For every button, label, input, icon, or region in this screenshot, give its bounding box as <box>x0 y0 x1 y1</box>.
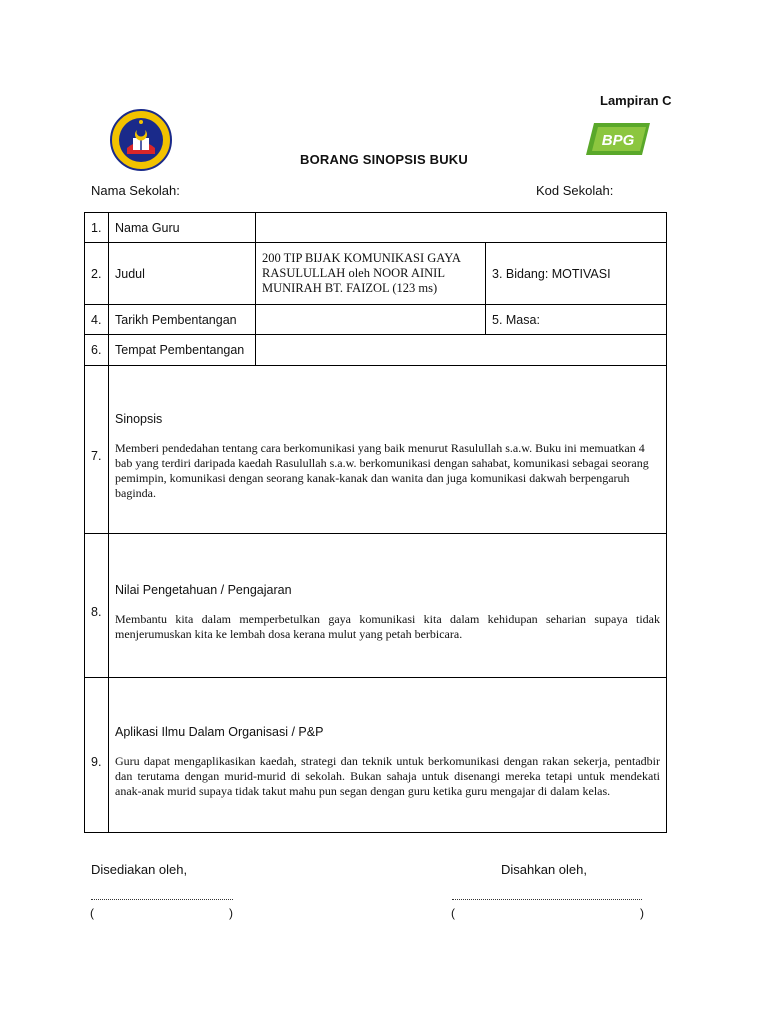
presentation-date-field[interactable] <box>256 305 486 335</box>
knowledge-value-cell <box>109 534 667 678</box>
application-text: Guru dapat mengaplikasikan kaedah, strategi dan teknik untuk berkomunikasi dengan rakan sekerja, pentadbir dan terutama dengan murid-murid di sekolah. Bukan sahaja untuk disenangi mereka tetapi untuk mendekati anak-anak murid supaya tidak takut mahu pun segan dengan guru ketika guru mengajar di dalam kelas. <box>115 753 660 798</box>
row-number <box>85 534 109 678</box>
teacher-name-label: Nama Guru <box>109 213 256 243</box>
table-row <box>85 213 667 243</box>
row-number: 1. <box>85 213 109 243</box>
presentation-place-field[interactable] <box>256 335 667 366</box>
title-label: Judul <box>109 243 256 305</box>
school-name-label: Nama Sekolah: <box>91 183 180 198</box>
approved-by-label: Disahkan oleh, <box>501 862 587 877</box>
row-number-text: 7. <box>91 449 102 463</box>
teacher-name-field[interactable] <box>256 213 667 243</box>
book-title-value[interactable]: 200 TIP BIJAK KOMUNIKASI GAYA RASULULLAH oleh NOOR AINIL MUNIRAH BT. FAIZOL (123 ms) <box>256 243 486 305</box>
table-row <box>85 534 667 678</box>
prepared-name-paren-close: ) <box>229 906 233 920</box>
approved-signature-line[interactable] <box>452 891 642 900</box>
table-row <box>85 366 667 534</box>
synopsis-heading: Sinopsis <box>115 411 163 426</box>
prepared-signature-line[interactable] <box>91 891 233 900</box>
form-title: BORANG SINOPSIS BUKU <box>300 152 468 167</box>
synopsis-cell <box>109 366 667 534</box>
appendix-label: Lampiran C <box>600 93 672 108</box>
field-label: 3. Bidang: MOTIVASI <box>486 243 667 305</box>
row-number <box>85 678 109 833</box>
table-row <box>85 678 667 833</box>
approved-name-paren-close: ) <box>640 906 644 920</box>
synopsis-form-table <box>84 212 667 833</box>
row-number: 4. <box>85 305 109 335</box>
bpg-logo-text: BPG <box>601 132 635 149</box>
knowledge-value-heading: Nilai Pengetahuan / Pengajaran <box>115 582 292 597</box>
row-number-text: 9. <box>91 754 102 769</box>
presentation-place-label: Tempat Pembentangan <box>109 335 256 366</box>
time-label: 5. Masa: <box>486 305 667 335</box>
row-number-text: 8. <box>91 605 102 619</box>
prepared-name-paren-open: ( <box>90 906 94 920</box>
application-cell <box>109 678 667 833</box>
application-heading: Aplikasi Ilmu Dalam Organisasi / P&P <box>115 724 324 739</box>
knowledge-value-text: Membantu kita dalam memperbetulkan gaya komunikasi kita dalam kehidupan seharian supaya tidak menjerumuskan kita ke lembah dosa kerana mulut yang petah berbicara. <box>115 611 660 641</box>
prepared-by-label: Disediakan oleh, <box>91 862 188 877</box>
row-number <box>85 366 109 534</box>
school-code-label: Kod Sekolah: <box>536 183 614 198</box>
approved-name-paren-open: ( <box>451 906 455 920</box>
table-row <box>85 335 667 366</box>
presentation-date-label: Tarikh Pembentangan <box>109 305 256 335</box>
row-number: 2. <box>85 243 109 305</box>
row-number: 6. <box>85 335 109 366</box>
synopsis-text: Memberi pendedahan tentang cara berkomunikasi yang baik menurut Rasulullah s.a.w. Buku ini memuatkan 4 bab yang terdiri daripada kaedah Rasulullah s.a.w. berkomunikasi dengan sahabat, komunikasi sebagai seorang pemimpin, komunikasi dengan seorang kanak-kanak dan wanita dan juga komunikasi dakwah berpengaruh baginda. <box>115 440 649 500</box>
table-row <box>85 305 667 335</box>
table-row <box>85 243 667 305</box>
